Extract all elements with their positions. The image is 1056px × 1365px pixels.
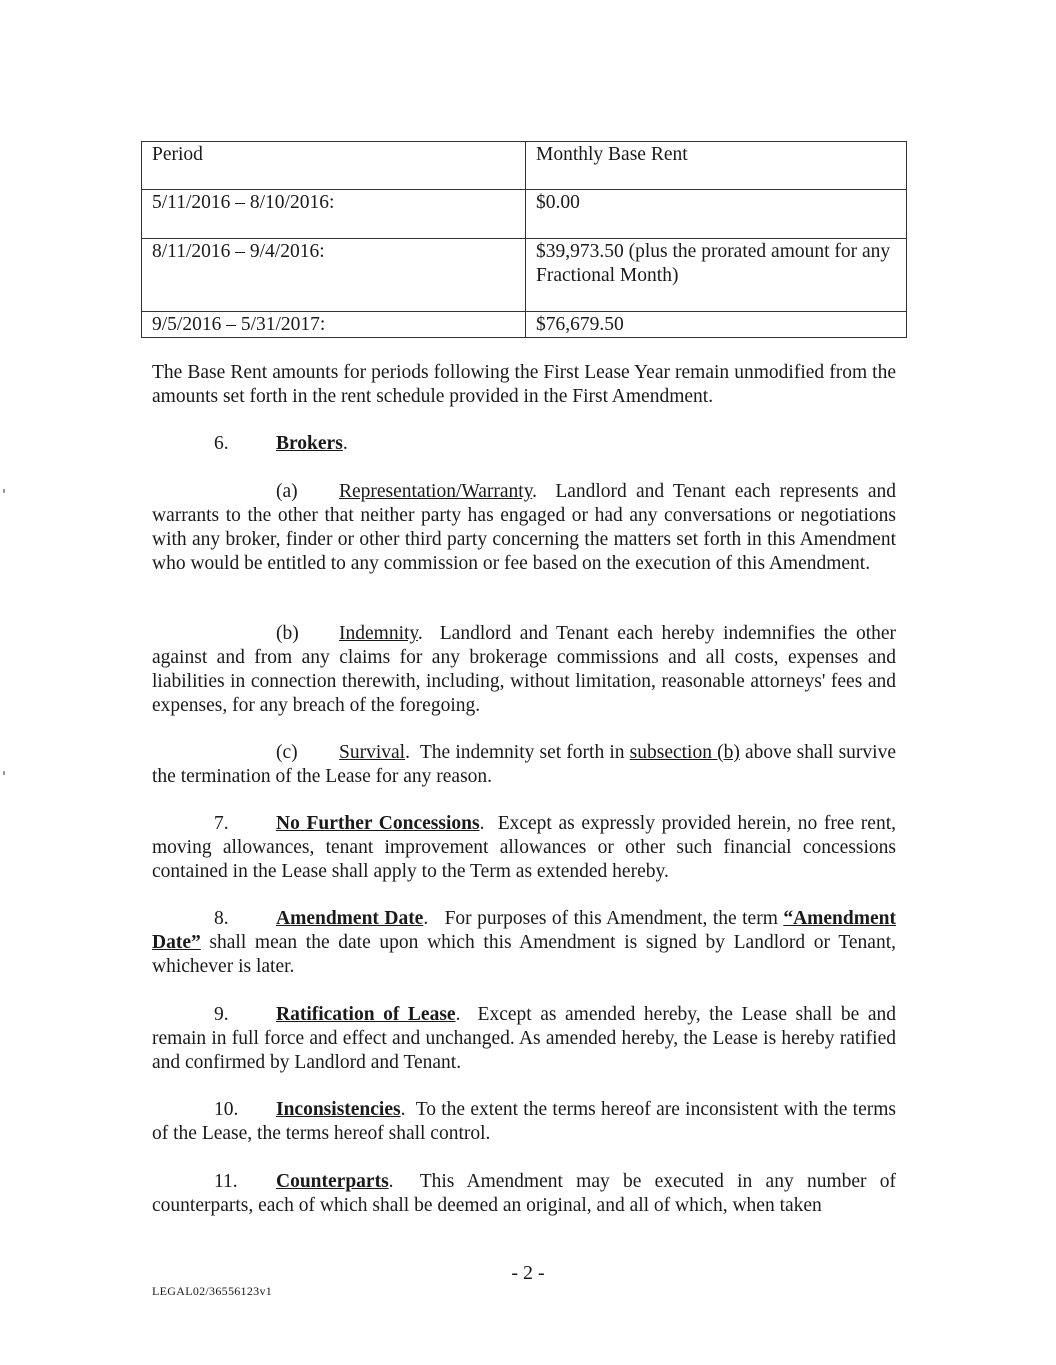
period-cell: 5/11/2016 – 8/10/2016: <box>142 190 526 239</box>
section-6b: (b) Indemnity. Landlord and Tenant each hereby indemnifies the other against and from any claims for any brokerage commissions and all costs, expenses and liabilities in connection therewith, including, without limitation, reasonable attorneys' fees and expenses, for any breach of the foregoing. <box>152 623 897 716</box>
rent-cell: $76,679.50 <box>526 312 907 338</box>
section-text: Except as expressly provided herein, no free rent, moving allowances, tenant improvement allowances or other such financial concessions contained in the Lease shall apply to the Term as extended hereby. <box>152 813 896 882</box>
subsection-text: above shall survive the termination of the Lease for any reason. <box>152 742 896 787</box>
rent-cell: $39,973.50 (plus the prorated amount for any Fractional Month) <box>526 239 907 312</box>
table-row <box>142 190 907 239</box>
scan-mark <box>3 489 5 493</box>
rent-schedule-table <box>141 141 907 338</box>
section-9: 9. Ratification of Lease. Except as amended hereby, the Lease shall be and remain in full force and effect and unchanged. As amended hereby, the Lease is hereby ratified and confirmed by Landlord and Tenant. <box>152 1004 897 1073</box>
section-number: 10. <box>214 1099 239 1120</box>
section-title: Amendment Date <box>276 908 424 929</box>
section-7: 7. No Further Concessions. Except as expressly provided herein, no free rent, moving allowances, tenant improvement allowances or other such financial concessions contained in the Lease shall apply to the Term as extended hereby. <box>152 813 896 882</box>
defined-term: “Amendment Date” <box>152 908 896 953</box>
table-row <box>142 239 907 312</box>
section-title: Ratification of Lease <box>276 1004 456 1025</box>
column-header-monthly-base-rent: Monthly Base Rent <box>526 142 907 190</box>
section-text: This Amendment may be executed in any number of counterparts, each of which shall be deemed an original, and all of which, when taken <box>152 1171 896 1216</box>
section-text: Except as amended hereby, the Lease shall be and remain in full force and effect and unchanged. As amended hereby, the Lease is hereby ratified and confirmed by Landlord and Tenant. <box>152 1004 897 1073</box>
section-10: 10. Inconsistencies. To the extent the terms hereof are inconsistent with the terms of the Lease, the terms hereof shall control. <box>152 1099 896 1144</box>
table-header-row <box>142 142 907 190</box>
column-header-period: Period <box>142 142 526 190</box>
section-number: 8. <box>214 908 229 929</box>
subsection-label: (b) <box>276 623 299 644</box>
subsection-reference: subsection (b) <box>629 742 740 763</box>
section-title: Inconsistencies <box>276 1099 401 1120</box>
period-cell: 9/5/2016 – 5/31/2017: <box>142 312 526 338</box>
section-number: 6. <box>214 433 229 454</box>
section-11: 11. Counterparts. This Amendment may be executed in any number of counterparts, each of which shall be deemed an original, and all of which, when taken <box>152 1171 896 1216</box>
section-number: 7. <box>214 813 229 834</box>
subsection-text: Landlord and Tenant each hereby indemnifies the other against and from any claims for any brokerage commissions and all costs, expenses and liabilities in connection therewith, including, without limitation, reasonable attorneys' fees and expenses, for any breach of the foregoing. <box>152 623 897 716</box>
subsection-title: Representation/Warranty <box>339 481 533 502</box>
section-8: 8. Amendment Date. For purposes of this Amendment, the term “Amendment Date” shall mean the date upon which this Amendment is signed by Landlord or Tenant, whichever is later. <box>152 908 896 977</box>
subsection-text: The indemnity set forth in <box>419 742 625 763</box>
page-number: - 2 - <box>511 1262 545 1284</box>
section-6c: (c) Survival. The indemnity set forth in subsection (b) above shall survive the termination of the Lease for any reason. <box>152 742 896 787</box>
section-6a: (a) Representation/Warranty. Landlord and Tenant each represents and warrants to the other that neither party has engaged or had any conversations or negotiations with any broker, finder or other third party concerning the matters set forth in this Amendment who would be entitled to any commission or fee based on the execution of this Amendment. <box>152 481 896 574</box>
scan-mark <box>3 771 5 775</box>
section-6-heading: 6. Brokers. <box>152 432 896 456</box>
section-number: 11. <box>214 1171 238 1192</box>
section-title: Brokers <box>276 433 343 454</box>
rent-cell: $0.00 <box>526 190 907 239</box>
document-id: LEGAL02/36556123v1 <box>152 1284 273 1298</box>
subsection-label: (a) <box>276 481 298 502</box>
section-text: For purposes of this Amendment, the term <box>444 908 778 929</box>
section-title: Counterparts <box>276 1171 389 1192</box>
section-text: To the extent the terms hereof are inconsistent with the terms of the Lease, the terms hereof shall control. <box>152 1099 896 1144</box>
subsection-text: Landlord and Tenant each represents and warrants to the other that neither party has engaged or had any conversations or negotiations with any broker, finder or other third party concerning the matters set forth in this Amendment who would be entitled to any commission or fee based on the execution of this Amendment. <box>152 481 896 574</box>
base-rent-note: The Base Rent amounts for periods following the First Lease Year remain unmodified from the amounts set forth in the rent schedule provided in the First Amendment. <box>152 362 896 407</box>
section-text: shall mean the date upon which this Amendment is signed by Landlord or Tenant, whichever is later. <box>152 932 896 977</box>
section-title: No Further Concessions <box>276 813 480 834</box>
subsection-label: (c) <box>276 742 298 763</box>
period-cell: 8/11/2016 – 9/4/2016: <box>142 239 526 312</box>
table-row <box>142 312 907 338</box>
section-number: 9. <box>214 1004 229 1025</box>
subsection-title: Survival <box>339 742 406 763</box>
subsection-title: Indemnity <box>339 623 418 644</box>
